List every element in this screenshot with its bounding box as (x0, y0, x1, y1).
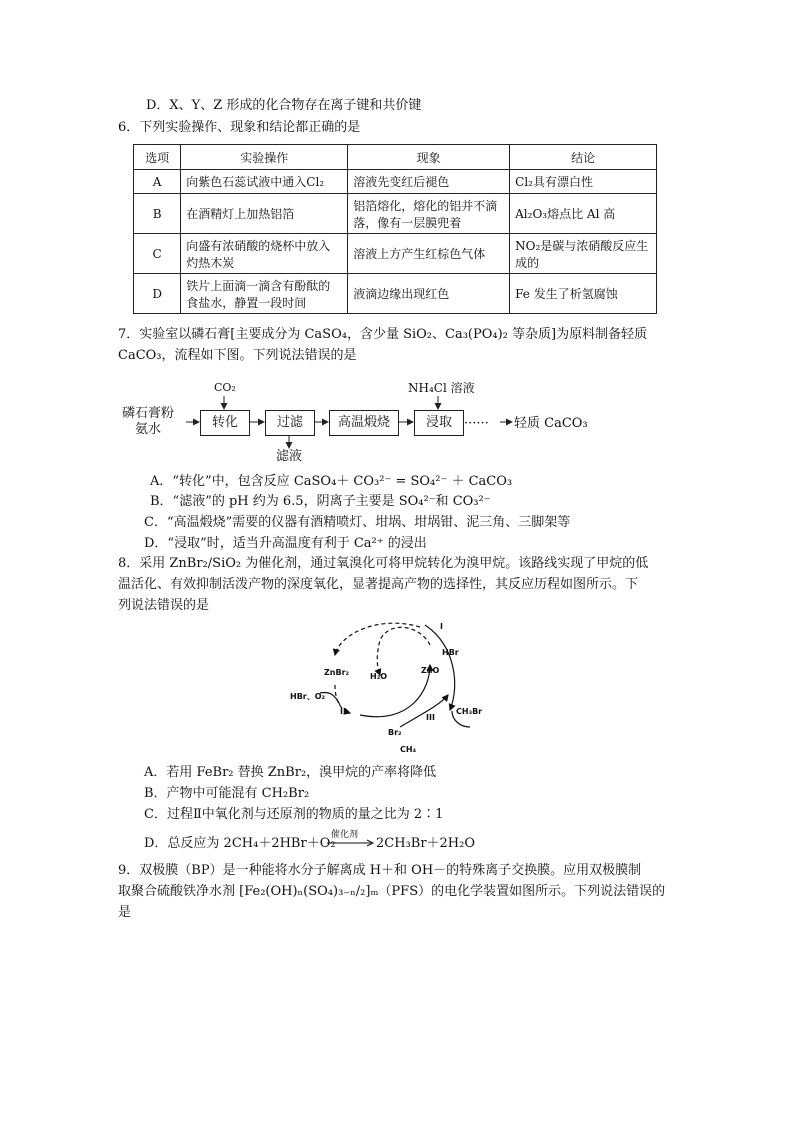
label-ch3br: CH₃Br (456, 707, 483, 716)
q9-stem-line2: 取聚合硫酸铁净水剂 [Fe₂(OH)ₙ(SO₄)₃₋ₙ/₂]ₘ（PFS）的电化学装置如图所示。下列说法错误的 (118, 884, 666, 899)
flow-co2-label: CO₂ (214, 381, 236, 394)
table-cell-operation: 在酒精灯上加热铝箔 (181, 194, 348, 234)
label-i: I (440, 622, 443, 631)
q7-option-b: B．“滤液”的 pH 约为 6.5，阴离子主要是 SO₄²⁻和 CO₃²⁻ (150, 494, 491, 509)
label-ch4: CH₄ (400, 745, 417, 754)
q6-stem: 6．下列实验操作、现象和结论都正确的是 (118, 120, 361, 135)
q8-option-b: B．产物中可能混有 CH₂Br₂ (144, 786, 310, 801)
label-iii: III (426, 713, 435, 722)
table-cell-phenomenon: 铝箔熔化，熔化的铝并不滴落，像有一层膜兜着 (348, 194, 510, 234)
flow-filtrate-label: 滤液 (276, 449, 303, 464)
q7-option-a: A．“转化”中，包含反应 CaSO₄＋ CO₃²⁻ = SO₄²⁻ ＋ CaCO₃ (150, 474, 513, 489)
q7-option-c: C．“高温煅烧”需要的仪器有酒精喷灯、坩埚、坩埚钳、泥三角、三脚架等 (144, 515, 571, 530)
q7-stem-line2: CaCO₃，流程如下图。下列说法错误的是 (118, 348, 357, 363)
table-cell-operation: 向盛有浓硝酸的烧杯中放入灼热木炭 (181, 234, 348, 274)
label-h2o: H₂O (370, 672, 387, 681)
q5-option-d: D．X、Y、Z 形成的化合物存在离子键和共价键 (146, 98, 422, 113)
table-cell-phenomenon: 液滴边缘出现红色 (348, 274, 510, 314)
flow-product-label: 轻质 CaCO₃ (514, 416, 588, 431)
table-cell-phenomenon: 溶液上方产生红棕色气体 (348, 234, 510, 274)
table-header: 选项 (134, 145, 181, 170)
flow-arrows (0, 0, 794, 500)
label-zno: ZnO (421, 666, 440, 675)
table-cell-option: B (134, 194, 181, 234)
label-hbr-top: HBr (442, 648, 459, 657)
table-cell-option: C (134, 234, 181, 274)
q8-stem-line2: 温活化、有效抑制活泼产物的深度氧化，显著提高产物的选择性，其反应历程如图所示。下 (118, 577, 639, 592)
table-cell-conclusion: Fe 发生了析氢腐蚀 (510, 274, 657, 314)
flow-input-ammonia: 氨水 (135, 422, 162, 437)
table-cell-conclusion: Cl₂具有漂白性 (510, 170, 657, 194)
table-cell-phenomenon: 溶液先变红后褪色 (348, 170, 510, 194)
label-ii: II (340, 707, 346, 716)
table-cell-operation: 向紫色石蕊试液中通入Cl₂ (181, 170, 348, 194)
cycle-arc-bottom (400, 695, 448, 727)
label-br2: Br₂ (388, 728, 402, 737)
catalyst-label: 催化剂 (331, 830, 359, 840)
table-header: 实验操作 (181, 145, 348, 170)
table-cell-operation: 铁片上面滴一滴含有酚酞的食盐水，静置一段时间 (181, 274, 348, 314)
q9-stem-line1: 9．双极膜（BP）是一种能将水分子解离成 H＋和 OH－的特殊离子交换膜。应用双极膜制 (118, 863, 642, 878)
q8-stem-line3: 列说法错误的是 (118, 598, 210, 613)
flow-step-leaching: 浸取 (414, 410, 464, 436)
q8-option-c: C．过程Ⅱ中氧化剂与还原剂的物质的量之比为 2∶1 (144, 807, 444, 822)
flow-nh4cl-label: NH₄Cl 溶液 (408, 381, 475, 395)
label-hbr-o2: HBr、O₂ (290, 692, 326, 701)
q8-option-d-lhs: D．总反应为 2CH₄＋2HBr＋O₂ (144, 836, 336, 851)
q8-mechanism-diagram (280, 615, 520, 760)
flow-step-filtration: 过滤 (265, 410, 315, 436)
reaction-arrow-icon (327, 838, 375, 848)
q8-stem-line1: 8．采用 ZnBr₂/SiO₂ 为催化剂，通过氧溴化可将甲烷转化为溴甲烷。该路线实现了甲烷的低 (118, 556, 649, 571)
q8-option-d-rhs: 2CH₃Br＋2H₂O (376, 836, 476, 851)
q7-stem-line1: 7．实验室以磷石膏[主要成分为 CaSO₄，含少量 SiO₂、Ca₃(PO₄)₂ 等杂质]为原料制备轻质 (118, 327, 648, 342)
table-header: 现象 (348, 145, 510, 170)
flow-step-conversion: 转化 (200, 410, 250, 436)
flow-input-phosphogypsum: 磷石膏粉 (122, 406, 175, 421)
q9-stem-line3: 是 (118, 905, 132, 920)
table-cell-conclusion: Al₂O₃熔点比 Al 高 (510, 194, 657, 234)
flow-dots: ······ (464, 416, 489, 431)
table-cell-option: A (134, 170, 181, 194)
table-cell-option: D (134, 274, 181, 314)
table-cell-conclusion: NO₂是碳与浓硝酸反应生成的 (510, 234, 657, 274)
q7-option-d: D．“浸取”时，适当升高温度有利于 Ca²⁺ 的浸出 (144, 536, 427, 551)
table-header: 结论 (510, 145, 657, 170)
flow-step-calcination: 高温煅烧 (329, 410, 399, 436)
q8-option-a: A．若用 FeBr₂ 替换 ZnBr₂，溴甲烷的产率将降低 (144, 765, 437, 780)
label-znbr2: ZnBr₂ (324, 668, 350, 677)
